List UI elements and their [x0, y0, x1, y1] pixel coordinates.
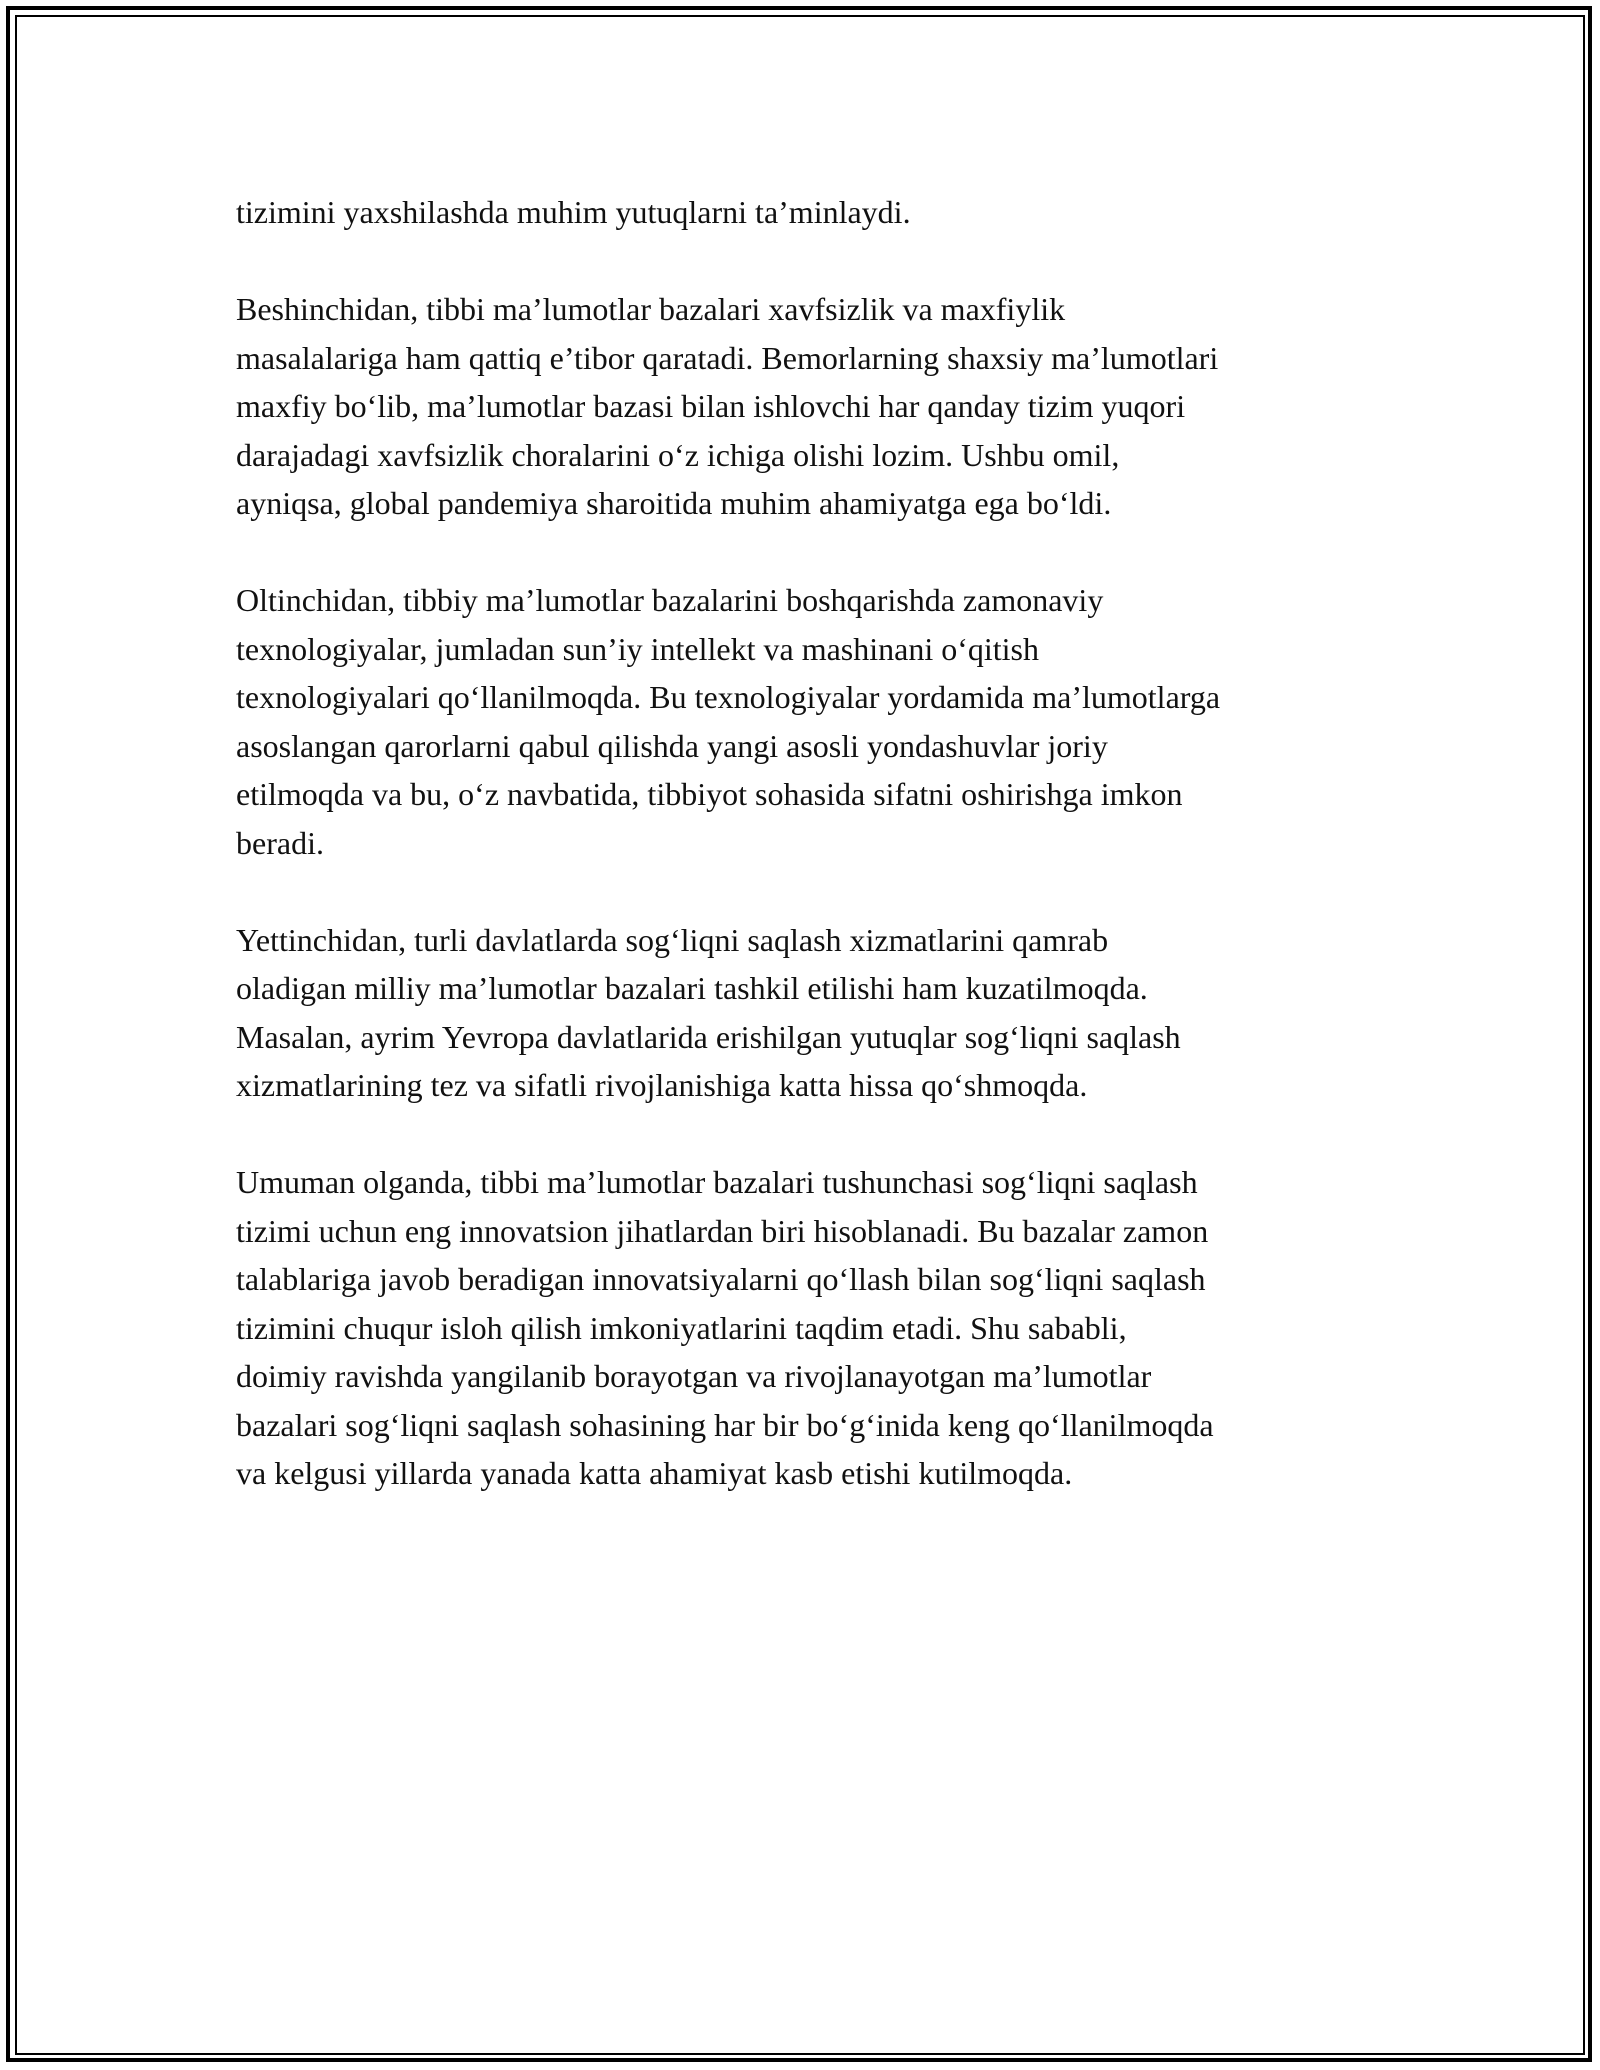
document-body [236, 188, 1386, 1546]
paragraph-continuation: tizimini yaxshilashda muhim yutuqlarni ta’minlaydi. [236, 194, 911, 230]
paragraph-fifth: Beshinchidan, tibbi ma’lumotlar bazalari xavfsizlik va maxfiylik masalalariga ham qattiq e’tibor qaratadi. Bemorlarning shaxsiy ma’lumotlari maxfiy bo‘lib, ma’lumotlar bazasi bilan ishlovchi har qanday tizim yuqori darajadagi xavfsizlik choralarini o‘z ichiga olishi lozim. Ushbu omil, ayniqsa, global pandemiya sharoitida muhim ahamiyatga ega bo‘ldi. [236, 291, 1219, 521]
paragraph-conclusion: Umuman olganda, tibbi ma’lumotlar bazalari tushunchasi sog‘liqni saqlash tizimi uchun eng innovatsion jihatlardan biri hisoblanadi. Bu bazalar zamon talablariga javob beradigan innovatsiyalarni qo‘llash bilan sog‘liqni saqlash tizimini chuqur isloh qilish imkoniyatlarini taqdim etadi. Shu sababli, doimiy ravishda yangilanib borayotgan va rivojlanayotgan ma’lumotlar bazalari sog‘liqni saqlash sohasining har bir bo‘g‘inida keng qo‘llanilmoqda va kelgusi yillarda yanada katta ahamiyat kasb etishi kutilmoqda. [236, 1164, 1214, 1491]
paragraph-seventh: Yettinchidan, turli davlatlarda sog‘liqni saqlash xizmatlarini qamrab oladigan milliy ma’lumotlar bazalari tashkil etilishi ham kuzatilmoqda. Masalan, ayrim Yevropa davlatlarida erishilgan yutuqlar sog‘liqni saqlash xizmatlarining tez va sifatli rivojlanishiga katta hissa qo‘shmoqda. [236, 921, 1181, 1103]
paragraph-sixth: Oltinchidan, tibbiy ma’lumotlar bazalarini boshqarishda zamonaviy texnologiyalar, jumladan sun’iy intellekt va mashinani o‘qitish texnologiyalari qo‘llanilmoqda. Bu texnologiyalar yordamida ma’lumotlarga asoslangan qarorlarni qabul qilishda yangi asosli yondashuvlar joriy etilmoqda va bu, o‘z navbatida, tibbiyot sohasida sifatni oshirishga imkon beradi. [236, 582, 1221, 861]
